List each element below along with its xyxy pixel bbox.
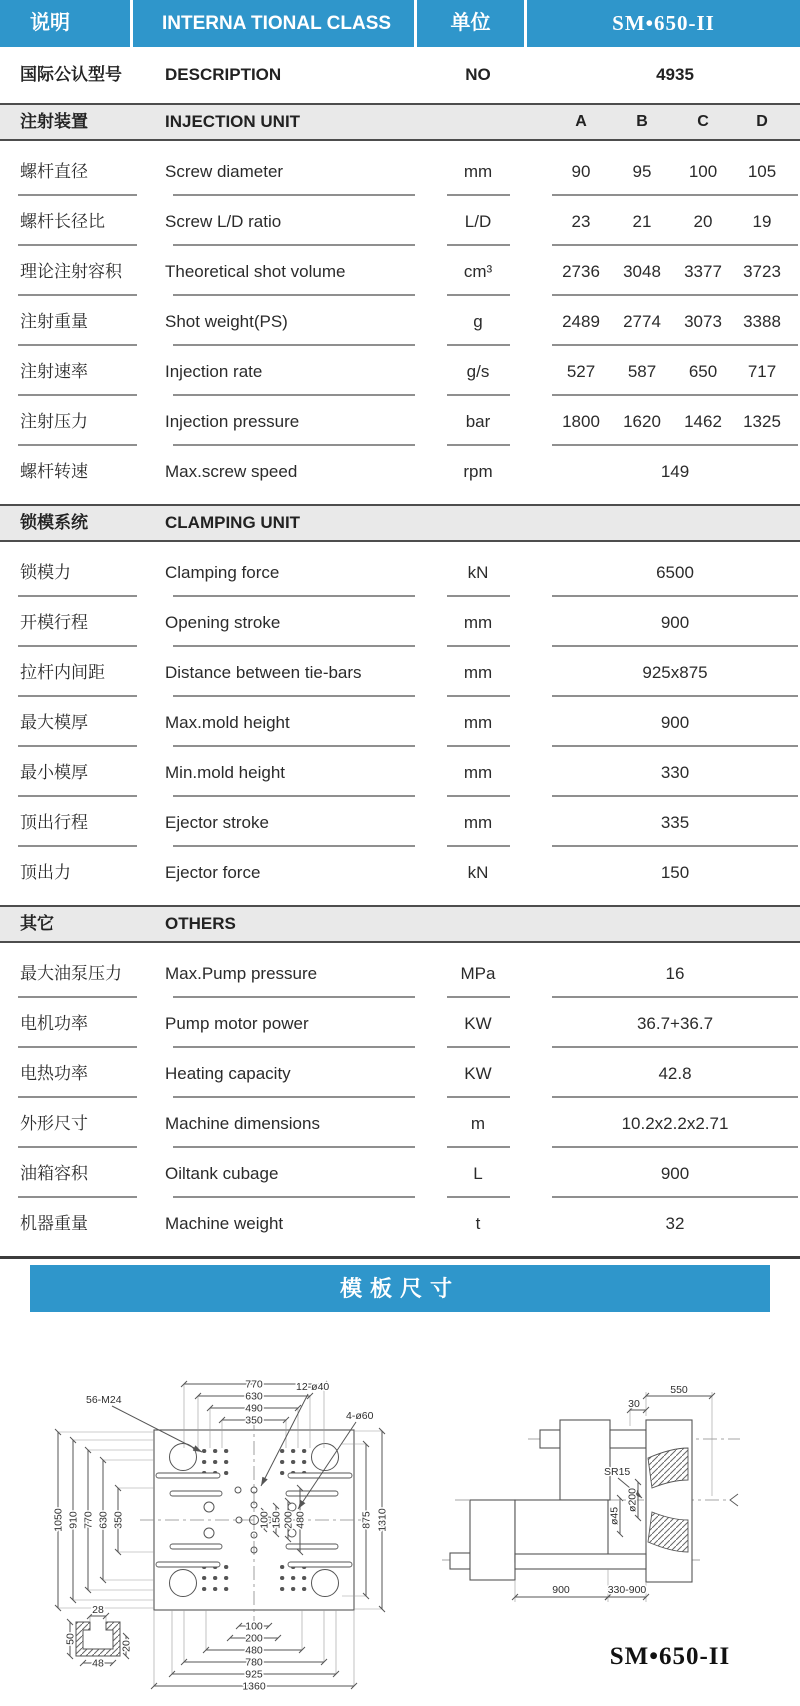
row-value: 1325 (743, 412, 781, 431)
row-value: 527 (566, 362, 596, 381)
row-underline (552, 795, 798, 797)
description-cn: 国际公认型号 (20, 65, 122, 84)
row-label-en: Max.screw speed (165, 462, 298, 481)
row-unit: mm (463, 663, 493, 682)
row-underline (552, 244, 798, 246)
row-value: 150 (660, 863, 690, 882)
row-unit: bar (465, 412, 491, 431)
row-value: 149 (660, 462, 690, 481)
row-label-en: Screw L/D ratio (165, 212, 282, 231)
row-underline (552, 344, 798, 346)
row-underline (552, 845, 798, 847)
row-underline (447, 845, 510, 847)
holes-40-label: 12-ø40 (296, 1381, 330, 1393)
row-label-cn: 螺杆转速 (20, 462, 88, 481)
row-underline (18, 745, 137, 747)
description-value: 4935 (656, 65, 694, 84)
row-value: 105 (747, 162, 777, 181)
dim-label: 100 (245, 1620, 263, 1633)
dim-label: ø200 (626, 1488, 639, 1512)
row-unit: rpm (463, 462, 493, 481)
row-underline (173, 845, 415, 847)
dim-label: 770 (245, 1378, 263, 1391)
row-label-en: Max.mold height (165, 713, 290, 732)
dim-label: 1050 (52, 1508, 65, 1532)
radius-label: SR15 (604, 1466, 631, 1478)
row-value: 36.7+36.7 (636, 1014, 714, 1033)
spec-row (0, 147, 800, 197)
spec-row (0, 999, 800, 1049)
row-underline (173, 695, 415, 697)
row-underline (173, 645, 415, 647)
row-underline (173, 294, 415, 296)
header-col-class: INTERNA TIONAL CLASS (133, 0, 417, 47)
row-underline (552, 996, 798, 998)
row-value: 100 (688, 162, 718, 181)
row-unit: mm (463, 613, 493, 632)
row-value: 32 (665, 1214, 685, 1233)
dim-label: 910 (67, 1511, 80, 1529)
spec-row (0, 1049, 800, 1099)
row-unit: MPa (460, 964, 496, 983)
dim-label: 630 (245, 1390, 263, 1403)
description-row (0, 47, 800, 103)
row-underline (18, 845, 137, 847)
row-value: 900 (660, 1164, 690, 1183)
dim-label: 630 (97, 1511, 110, 1529)
value-col-head: B (636, 113, 648, 130)
row-value: 1462 (684, 412, 722, 431)
clamp-block (470, 1500, 515, 1580)
row-value: 19 (752, 212, 772, 231)
row-underline (18, 1196, 137, 1198)
row-underline (173, 444, 415, 446)
row-label-cn: 螺杆长径比 (20, 212, 105, 231)
row-value: 10.2x2.2x2.71 (621, 1114, 729, 1133)
dim-label: 28 (92, 1604, 104, 1616)
row-label-cn: 电机功率 (20, 1014, 88, 1033)
row-value: 3048 (623, 262, 661, 281)
row-label-cn: 螺杆直径 (20, 162, 88, 181)
row-underline (173, 244, 415, 246)
row-underline (552, 695, 798, 697)
row-label-en: Shot weight(PS) (165, 312, 288, 331)
platen-size-banner: 模板尺寸 (30, 1265, 770, 1312)
row-label-en: Oiltank cubage (165, 1164, 279, 1183)
row-underline (173, 996, 415, 998)
row-underline (18, 344, 137, 346)
row-value: 900 (660, 713, 690, 732)
row-underline (447, 244, 510, 246)
row-underline (552, 444, 798, 446)
row-unit: L/D (464, 212, 492, 231)
row-label-en: Machine dimensions (165, 1114, 320, 1133)
row-value: 3388 (743, 312, 781, 331)
mold-block (515, 1500, 608, 1562)
row-underline (447, 294, 510, 296)
row-label-cn: 外形尺寸 (20, 1114, 88, 1133)
section-cn: 注射装置 (20, 112, 88, 131)
section-en: OTHERS (165, 914, 236, 933)
spec-row (0, 297, 800, 347)
row-underline (447, 795, 510, 797)
row-label-cn: 顶出行程 (20, 813, 88, 832)
spec-row (0, 397, 800, 447)
spec-row (0, 347, 800, 397)
row-unit: cm³ (463, 262, 493, 281)
row-label-en: Clamping force (165, 563, 280, 582)
header-col-unit: 单位 (417, 0, 527, 47)
row-underline (552, 595, 798, 597)
row-label-en: Max.Pump pressure (165, 964, 318, 983)
row-label-cn: 顶出力 (20, 863, 71, 882)
row-label-en: Heating capacity (165, 1064, 291, 1083)
spec-row (0, 548, 800, 598)
platen-front-diagram (46, 1372, 396, 1706)
dim-label: 48 (92, 1657, 104, 1670)
section-en: CLAMPING UNIT (165, 513, 301, 532)
section-cn: 锁模系统 (20, 513, 88, 532)
dim-label: 1310 (376, 1508, 389, 1532)
row-value: 587 (627, 362, 657, 381)
dim-label: 50 (64, 1633, 77, 1645)
row-underline (173, 394, 415, 396)
row-label-cn: 电热功率 (20, 1064, 88, 1083)
row-underline (447, 1046, 510, 1048)
row-unit: L (473, 1164, 483, 1183)
row-underline (18, 695, 137, 697)
row-unit: mm (463, 713, 493, 732)
row-value: 2489 (562, 312, 600, 331)
row-underline (18, 996, 137, 998)
row-label-en: Injection rate (165, 362, 263, 381)
row-value: 3073 (684, 312, 722, 331)
row-underline (447, 1096, 510, 1098)
tie-bar-stub (450, 1553, 470, 1569)
row-underline (552, 1196, 798, 1198)
model-caption: SM•650-II (609, 1643, 731, 1670)
row-underline (552, 1046, 798, 1048)
spec-row (0, 1099, 800, 1149)
row-label-cn: 最大油泵压力 (20, 964, 122, 983)
row-label-cn: 注射速率 (20, 362, 88, 381)
value-col-head: A (575, 113, 587, 130)
row-underline (447, 394, 510, 396)
row-unit: KW (464, 1064, 492, 1083)
row-unit: t (475, 1214, 481, 1233)
spec-row (0, 748, 800, 798)
row-value: 330 (660, 763, 690, 782)
row-label-cn: 拉杆内间距 (20, 663, 105, 682)
spec-row (0, 1199, 800, 1249)
row-unit: KW (464, 1014, 492, 1033)
spec-row (0, 247, 800, 297)
dim-label: 100 (258, 1511, 271, 1529)
row-label-cn: 油箱容积 (20, 1164, 88, 1183)
dim-label: 350 (245, 1414, 263, 1427)
row-label-en: Screw diameter (165, 162, 284, 181)
header-col-model: SM•650-II (527, 0, 800, 47)
row-underline (552, 645, 798, 647)
row-value: 90 (571, 162, 591, 181)
row-value: 6500 (656, 563, 694, 582)
dim-label: 150 (270, 1511, 283, 1529)
tie-bar (610, 1430, 646, 1448)
row-unit: mm (463, 813, 493, 832)
row-label-en: Pump motor power (165, 1014, 309, 1033)
dim-label: 900 (552, 1584, 570, 1596)
row-value: 900 (660, 613, 690, 632)
row-value: 1620 (623, 412, 661, 431)
row-unit: kN (467, 863, 489, 882)
row-underline (18, 795, 137, 797)
row-underline (173, 344, 415, 346)
row-value: 21 (632, 212, 652, 231)
dim-label: 770 (82, 1511, 95, 1529)
row-underline (18, 1096, 137, 1098)
dim-label: 200 (245, 1632, 263, 1645)
row-underline (173, 1096, 415, 1098)
row-underline (552, 194, 798, 196)
row-underline (18, 645, 137, 647)
row-underline (447, 1196, 510, 1198)
row-label-cn: 最小模厚 (20, 763, 88, 782)
row-underline (18, 194, 137, 196)
platen-side-diagram (400, 1372, 795, 1706)
section-header (0, 905, 800, 943)
row-underline (552, 1146, 798, 1148)
spec-row (0, 848, 800, 898)
row-value: 3377 (684, 262, 722, 281)
row-underline (173, 745, 415, 747)
value-col-head: C (697, 113, 709, 130)
dim-label: 350 (112, 1511, 125, 1529)
row-underline (447, 344, 510, 346)
row-underline (18, 394, 137, 396)
row-underline (173, 194, 415, 196)
spec-row (0, 598, 800, 648)
row-underline (447, 645, 510, 647)
row-underline (173, 1146, 415, 1148)
tie-bar-stub (540, 1430, 560, 1448)
row-underline (173, 795, 415, 797)
row-value: 1800 (562, 412, 600, 431)
description-en: DESCRIPTION (165, 65, 282, 84)
row-label-en: Injection pressure (165, 412, 300, 431)
row-value: 20 (693, 212, 713, 231)
row-label-en: Min.mold height (165, 763, 286, 782)
table-header (0, 0, 800, 47)
dim-label: 925 (245, 1668, 263, 1681)
row-unit: mm (463, 162, 493, 181)
dim-label: 1360 (242, 1680, 266, 1693)
row-unit: m (470, 1114, 486, 1133)
row-value: 2736 (562, 262, 600, 281)
row-underline (552, 1096, 798, 1098)
header-col-cn: 说明 (0, 0, 133, 47)
holes-60-label: 4-ø60 (346, 1410, 374, 1422)
row-label-en: Ejector force (165, 863, 261, 882)
row-unit: mm (463, 763, 493, 782)
row-underline (552, 745, 798, 747)
row-value: 16 (665, 964, 685, 983)
row-label-en: Theoretical shot volume (165, 262, 346, 281)
row-value: 335 (660, 813, 690, 832)
row-label-cn: 机器重量 (20, 1214, 88, 1233)
row-label-cn: 锁模力 (20, 563, 71, 582)
dim-label: 780 (245, 1656, 263, 1669)
t-slot-detail (76, 1622, 120, 1656)
section-header (0, 504, 800, 542)
dim-label: 875 (360, 1511, 373, 1529)
dim-label: 200 (282, 1511, 295, 1529)
row-underline (18, 294, 137, 296)
row-label-cn: 注射压力 (20, 412, 88, 431)
section-cn: 其它 (20, 914, 54, 933)
dim-label: 480 (294, 1511, 307, 1529)
row-label-cn: 理论注射容积 (20, 262, 122, 281)
spec-row (0, 648, 800, 698)
row-value: 925x875 (642, 663, 708, 682)
description-unit: NO (465, 65, 491, 84)
section-header (0, 103, 800, 141)
row-underline (447, 1146, 510, 1148)
row-value: 717 (747, 362, 777, 381)
row-underline (447, 996, 510, 998)
spec-row (0, 197, 800, 247)
row-underline (173, 1196, 415, 1198)
value-col-head: D (756, 113, 768, 130)
dim-label: 480 (245, 1644, 263, 1657)
row-label-en: Ejector stroke (165, 813, 269, 832)
stationary-platen (646, 1420, 692, 1582)
divider-rule (0, 1256, 800, 1259)
dim-label: 330-900 (607, 1584, 647, 1596)
dim-label: 20 (120, 1640, 133, 1652)
row-unit: g (473, 312, 483, 331)
dim-label: 550 (670, 1384, 688, 1396)
row-underline (18, 1046, 137, 1048)
section-en: INJECTION UNIT (165, 112, 301, 131)
row-value: 23 (571, 212, 591, 231)
row-value: 2774 (623, 312, 661, 331)
row-label-en: Machine weight (165, 1214, 284, 1233)
row-value: 3723 (743, 262, 781, 281)
row-underline (447, 745, 510, 747)
row-label-en: Distance between tie-bars (165, 663, 362, 682)
row-underline (447, 595, 510, 597)
row-label-cn: 注射重量 (20, 312, 88, 331)
spec-row (0, 698, 800, 748)
row-unit: kN (467, 563, 489, 582)
row-label-cn: 开模行程 (20, 613, 88, 632)
row-underline (447, 444, 510, 446)
moving-platen-block (560, 1420, 610, 1500)
row-value: 650 (688, 362, 718, 381)
row-underline (18, 444, 137, 446)
dim-label: 490 (245, 1402, 263, 1415)
dim-label: ø45 (608, 1506, 621, 1526)
row-underline (18, 595, 137, 597)
row-underline (173, 595, 415, 597)
row-label-cn: 最大模厚 (20, 713, 88, 732)
spec-row (0, 949, 800, 999)
row-underline (18, 244, 137, 246)
tie-bar-lower (515, 1554, 646, 1569)
spec-row (0, 1149, 800, 1199)
row-label-en: Opening stroke (165, 613, 281, 632)
row-unit: g/s (466, 362, 490, 381)
row-underline (552, 294, 798, 296)
row-underline (552, 394, 798, 396)
row-underline (18, 1146, 137, 1148)
row-underline (447, 695, 510, 697)
row-value: 42.8 (658, 1064, 692, 1083)
spec-row (0, 447, 800, 497)
spec-row (0, 798, 800, 848)
row-underline (447, 194, 510, 196)
bolt-pattern-label: 56-M24 (86, 1394, 122, 1406)
dim-label: 30 (628, 1398, 640, 1410)
row-value: 95 (632, 162, 652, 181)
row-underline (173, 1046, 415, 1048)
